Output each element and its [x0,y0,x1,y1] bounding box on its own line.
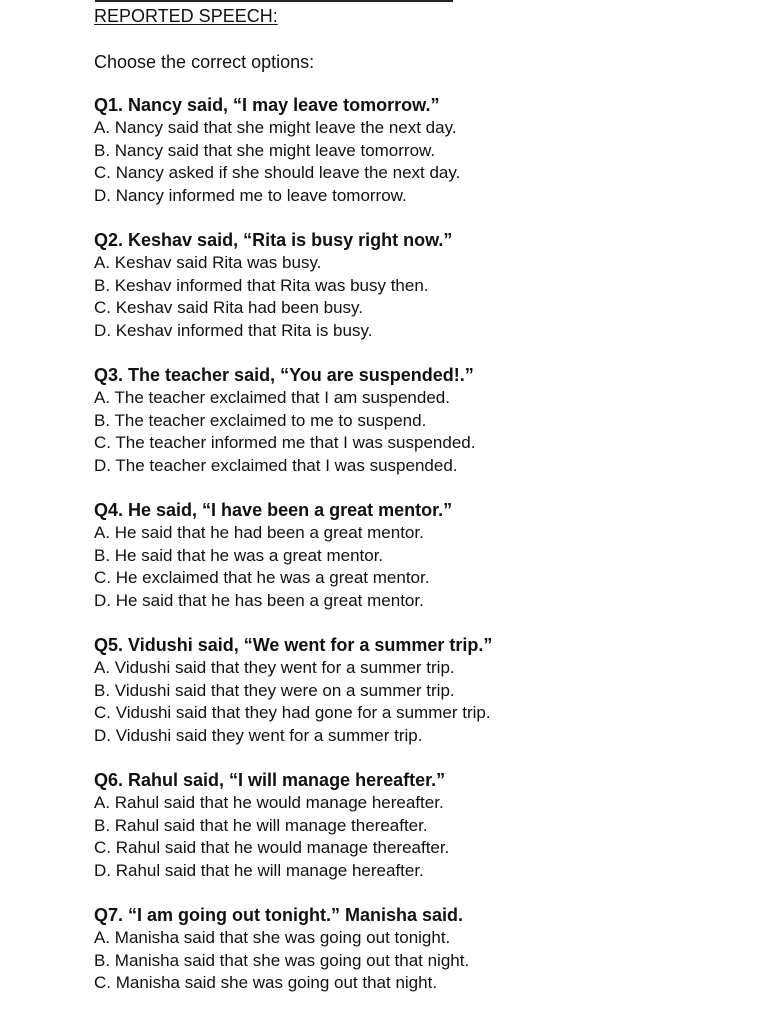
question-text: Q3. The teacher said, “You are suspended!.” [94,365,474,385]
option-b: B. Rahul said that he will manage thereafter. [94,815,428,835]
option-c: C. Rahul said that he would manage thereafter. [94,838,450,857]
option-b: B. He said that he was a great mentor. [94,545,384,565]
option-b: B. Vidushi said that they were on a summer trip. [94,680,455,700]
question-list [94,94,754,1017]
question-7 [94,904,754,995]
option-a: A. The teacher exclaimed that I am suspended. [94,388,450,407]
question-1 [94,94,754,207]
option-d: D. Keshav informed that Rita is busy. [94,320,373,340]
question-4 [94,499,754,612]
question-3 [94,364,754,477]
top-rule-divider [95,0,453,2]
option-b: B. Keshav informed that Rita was busy then. [94,275,429,295]
option-b: B. Nancy said that she might leave tomorrow. [94,140,436,160]
option-c: C. The teacher informed me that I was suspended. [94,433,476,452]
worksheet-instruction: Choose the correct options: [94,52,315,72]
option-d: D. He said that he has been a great mentor. [94,590,424,610]
option-d: D. Nancy informed me to leave tomorrow. [94,185,407,205]
question-text: Q6. Rahul said, “I will manage hereafter.” [94,770,446,790]
option-c: C. Nancy asked if she should leave the next day. [94,163,461,182]
question-text: Q2. Keshav said, “Rita is busy right now.” [94,230,453,250]
option-a: A. He said that he had been a great mentor. [94,523,424,542]
question-2 [94,229,754,342]
question-text: Q7. “I am going out tonight.” Manisha said. [94,905,464,925]
question-text: Q1. Nancy said, “I may leave tomorrow.” [94,95,440,115]
option-d: D. Rahul said that he will manage hereafter. [94,860,424,880]
question-text: Q5. Vidushi said, “We went for a summer trip.” [94,635,493,655]
option-d: D. Vidushi said they went for a summer trip. [94,725,423,745]
option-c: C. Vidushi said that they had gone for a summer trip. [94,703,491,722]
option-a: A. Rahul said that he would manage hereafter. [94,793,444,812]
question-6 [94,769,754,882]
worksheet-heading: REPORTED SPEECH: [94,6,278,26]
option-a: A. Vidushi said that they went for a summer trip. [94,658,455,677]
option-c: C. He exclaimed that he was a great mentor. [94,568,430,587]
option-b: B. Manisha said that she was going out that night. [94,950,470,970]
question-text: Q4. He said, “I have been a great mentor.” [94,500,453,520]
question-5 [94,634,754,747]
option-c: C. Keshav said Rita had been busy. [94,298,364,317]
option-b: B. The teacher exclaimed to me to suspend. [94,410,427,430]
option-a: A. Keshav said Rita was busy. [94,253,322,272]
option-d: D. The teacher exclaimed that I was suspended. [94,455,458,475]
option-c: C. Manisha said she was going out that night. [94,973,438,992]
option-a: A. Manisha said that she was going out tonight. [94,928,451,947]
option-a: A. Nancy said that she might leave the next day. [94,118,457,137]
